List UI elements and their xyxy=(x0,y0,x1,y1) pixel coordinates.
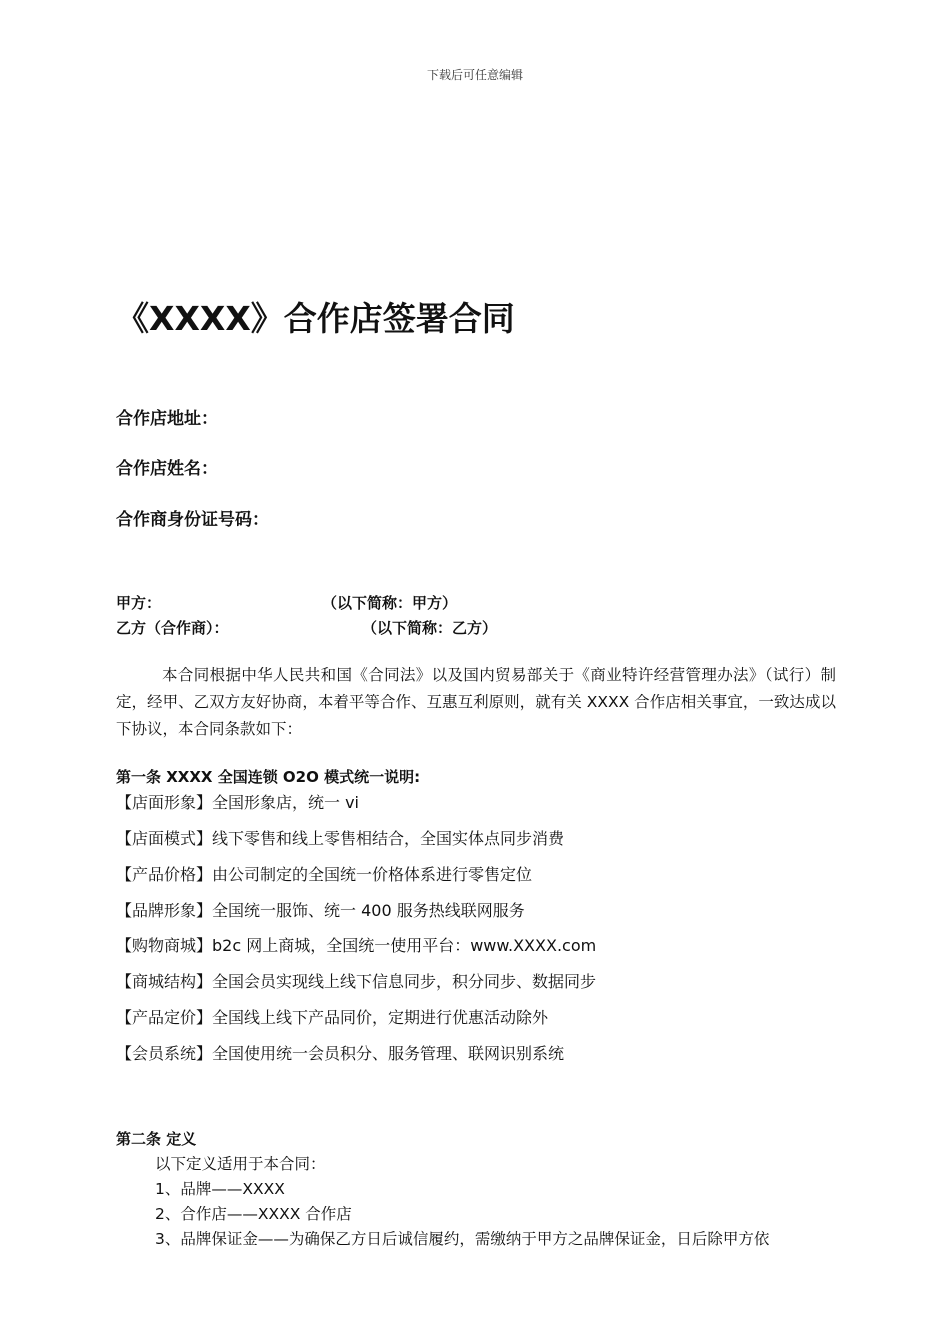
article-1-heading: 第一条 XXXX 全国连锁 O2O 模式统一说明: xyxy=(116,768,421,786)
article-1-item: 【品牌形象】全国统一服饰、统一 400 服务热线联网服务 xyxy=(116,901,525,920)
party-a-abbreviation: （以下简称：甲方） xyxy=(322,594,458,612)
article-1-item: 【产品定价】全国线上线下产品同价，定期进行优惠活动除外 xyxy=(116,1008,549,1027)
article-1-item: 【店面形象】全国形象店，统一 vi xyxy=(116,793,360,812)
article-1-item: 【商城结构】全国会员实现线上线下信息同步，积分同步、数据同步 xyxy=(116,972,597,991)
party-b-label: 乙方（合作商）： xyxy=(116,619,229,637)
store-address-field: 合作店地址： xyxy=(116,409,218,429)
article-1-item: 【会员系统】全国使用统一会员积分、服务管理、联网识别系统 xyxy=(116,1044,565,1063)
intro-paragraph: 本合同根据中华人民共和国《合同法》以及国内贸易部关于《商业特许经营管理办法》（试行）制定，经甲、乙双方友好协商，本着平等合作、互惠互利原则，就有关 XXXX 合作店相关事宜，一致达成以下协议，本合同条款如下： xyxy=(116,666,836,738)
article-2-heading: 第二条 定义 xyxy=(116,1130,197,1148)
definition-item: 3、品牌保证金——为确保乙方日后诚信履约，需缴纳于甲方之品牌保证金，日后除甲方依 xyxy=(155,1230,770,1248)
article-1-item: 【购物商城】b2c 网上商城，全国统一使用平台：www.XXXX.com xyxy=(116,936,597,955)
header-note: 下载后可任意编辑 xyxy=(426,68,523,82)
partner-id-number-field: 合作商身份证号码： xyxy=(116,510,269,530)
document-title: 《XXXX》合作店签署合同 xyxy=(116,299,515,338)
definition-item: 1、品牌——XXXX xyxy=(155,1180,285,1198)
definition-intro: 以下定义适用于本合同： xyxy=(155,1155,326,1173)
store-name-field: 合作店姓名： xyxy=(116,459,218,479)
party-a-label: 甲方： xyxy=(116,594,162,612)
article-1-item: 【店面模式】线下零售和线上零售相结合，全国实体点同步消费 xyxy=(116,829,565,848)
article-1-item: 【产品价格】由公司制定的全国统一价格体系进行零售定位 xyxy=(116,865,533,884)
definition-item: 2、合作店——XXXX 合作店 xyxy=(155,1205,352,1223)
party-b-abbreviation: （以下简称：乙方） xyxy=(362,619,498,637)
